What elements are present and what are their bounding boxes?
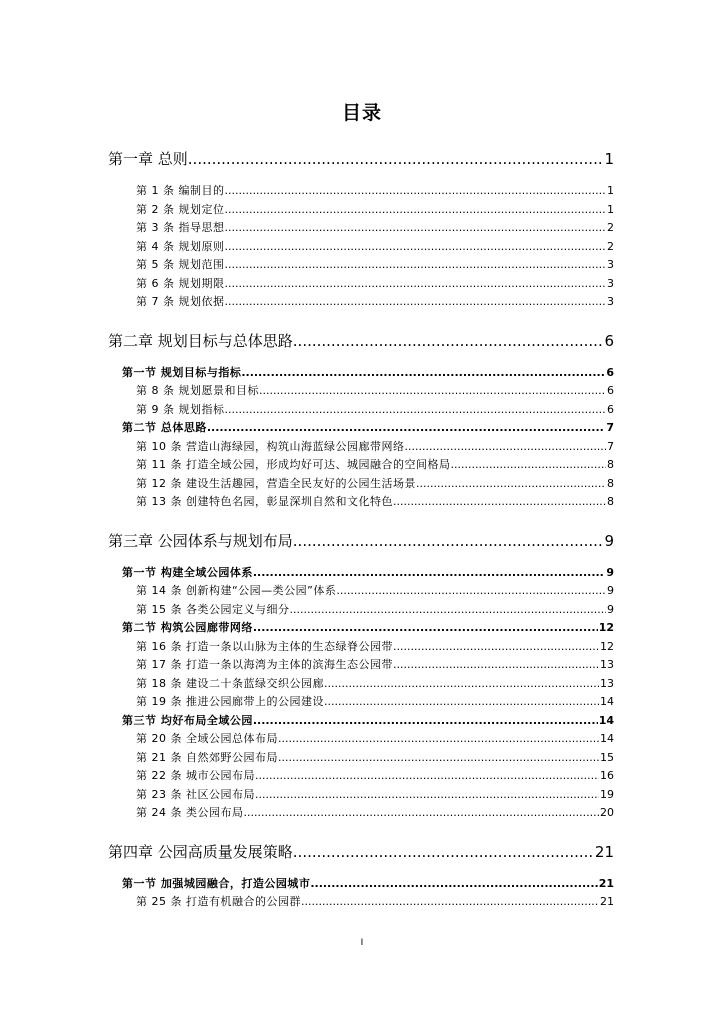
toc-entry-label: 第 15 条 各类公园定义与细分 xyxy=(136,602,290,616)
dot-leader xyxy=(293,841,594,863)
toc-entry-label: 第 23 条 社区公园布局 xyxy=(136,787,255,801)
toc-entry-page-number: 9 xyxy=(607,584,614,597)
dot-leader xyxy=(255,786,599,805)
dot-leader xyxy=(255,767,599,786)
toc-entry-page-number: 3 xyxy=(607,295,614,308)
toc-article-entry[interactable] xyxy=(108,767,614,786)
toc-entry-label: 第 7 条 规划依据 xyxy=(136,295,225,308)
toc-entry-label: 第一章 总则 xyxy=(108,150,188,168)
toc-entry-label: 第 11 条 打造全域公园，形成均好可达、城园融合的空间格局 xyxy=(136,458,451,471)
toc-article-entry[interactable] xyxy=(108,256,614,275)
toc-entry-label: 第二节 总体思路 xyxy=(122,421,207,434)
toc-entry-label: 第 25 条 打造有机融合的公园群 xyxy=(136,895,301,908)
dot-leader xyxy=(244,804,600,823)
toc-entry-page-number: 7 xyxy=(607,439,614,453)
dot-leader xyxy=(393,493,606,512)
dot-leader xyxy=(278,730,599,749)
toc-entry-label: 第 1 条 编制目的 xyxy=(136,184,225,197)
toc-article-entry[interactable] xyxy=(108,275,614,294)
toc-entry-label: 第 5 条 规划范围 xyxy=(136,258,225,271)
dot-leader xyxy=(253,712,598,731)
dot-leader xyxy=(310,875,597,894)
toc-entry-page-number: 6 xyxy=(604,331,614,350)
dot-leader xyxy=(225,256,607,275)
toc-article-entry[interactable] xyxy=(108,293,614,312)
dot-leader xyxy=(416,475,606,494)
toc-entry-label: 第 16 条 打造一条以山脉为主体的生态绿脊公园带 xyxy=(136,639,393,653)
dot-leader xyxy=(241,364,605,383)
toc-article-entry[interactable] xyxy=(108,493,614,512)
toc-section-entry[interactable] xyxy=(108,364,614,383)
toc-article-entry[interactable] xyxy=(108,401,614,420)
toc-entry-label: 第 13 条 创建特色名园，彰显深圳自然和文化特色 xyxy=(136,495,393,508)
toc-entry-label: 第一节 构建全域公园体系 xyxy=(122,565,253,579)
toc-entry-label: 第 8 条 规划愿景和目标 xyxy=(136,384,259,397)
toc-entry-page-number: 2 xyxy=(607,221,614,234)
toc-entry-page-number: 6 xyxy=(607,384,614,397)
toc-entry-label: 第四章 公园高质量发展策略 xyxy=(108,842,293,861)
toc-entry-label: 第 14 条 创新构建“公园—类公园”体系 xyxy=(136,584,337,597)
toc-article-entry[interactable] xyxy=(108,638,614,657)
toc-entry-label: 第 3 条 指导思想 xyxy=(136,221,225,234)
toc-entry-page-number: 9 xyxy=(607,602,614,616)
toc-entry-page-number: 8 xyxy=(607,495,614,508)
toc-entry-page-number: 12 xyxy=(598,621,614,634)
toc-chapter-entry[interactable] xyxy=(108,530,614,552)
toc-section-entry[interactable] xyxy=(108,564,614,583)
dot-leader xyxy=(188,148,604,170)
toc-entry-page-number: 16 xyxy=(600,769,614,782)
toc-section-entry[interactable] xyxy=(108,712,614,731)
dot-leader xyxy=(405,438,607,457)
toc-entry-page-number: 1 xyxy=(604,150,614,168)
toc-entry-label: 第三章 公园体系与规划布局 xyxy=(108,531,293,550)
toc-entry-label: 第 2 条 规划定位 xyxy=(136,202,225,216)
toc-entry-page-number: 13 xyxy=(600,658,614,671)
dot-leader xyxy=(259,382,606,401)
toc-entry-label: 第 24 条 类公园布局 xyxy=(136,806,244,819)
toc-entry-label: 第 10 条 营造山海绿园，构筑山海蓝绿公园廊带网络 xyxy=(136,439,405,453)
toc-article-entry[interactable] xyxy=(108,693,614,712)
toc-entry-label: 第一节 加强城园融合，打造公园城市 xyxy=(122,876,311,890)
dot-leader xyxy=(225,182,607,201)
dot-leader xyxy=(225,238,607,257)
dot-leader xyxy=(207,419,606,438)
toc-entry-page-number: 1 xyxy=(607,184,614,197)
page-number: I xyxy=(360,938,364,948)
toc-section-entry[interactable] xyxy=(108,875,614,894)
toc-entry-page-number: 21 xyxy=(600,895,614,908)
toc-article-entry[interactable] xyxy=(108,219,614,238)
dot-leader xyxy=(393,656,599,675)
toc-entry-page-number: 21 xyxy=(594,842,614,861)
toc-entry-page-number: 8 xyxy=(607,476,614,490)
toc-entry-label: 第 22 条 城市公园布局 xyxy=(136,769,255,782)
toc-entry-label: 第 19 条 推进公园廊带上的公园建设 xyxy=(136,695,324,708)
toc-entry-label: 第 17 条 打造一条以海湾为主体的滨海生态公园带 xyxy=(136,658,393,671)
toc-article-entry[interactable] xyxy=(108,730,614,749)
toc-entry-page-number: 21 xyxy=(598,876,614,890)
dot-leader xyxy=(293,530,604,552)
toc-entry-page-number: 14 xyxy=(600,695,614,708)
toc-entry-page-number: 3 xyxy=(607,276,614,290)
toc-article-entry[interactable] xyxy=(108,582,614,601)
dot-leader xyxy=(293,330,604,352)
dot-leader xyxy=(393,638,599,657)
toc-entry-label: 第 18 条 建设二十条蓝绿交织公园廊 xyxy=(136,676,324,690)
dot-leader xyxy=(225,275,607,294)
toc-entry-page-number: 3 xyxy=(607,258,614,271)
toc-entry-page-number: 20 xyxy=(600,806,614,819)
toc-entry-label: 第 12 条 建设生活趣园，营造全民友好的公园生活场景 xyxy=(136,476,416,490)
toc-chapter-entry[interactable] xyxy=(108,330,614,352)
dot-leader xyxy=(324,693,599,712)
toc-section-entry[interactable] xyxy=(108,619,614,638)
toc-entry-label: 第一节 规划目标与指标 xyxy=(122,365,242,379)
dot-leader xyxy=(225,293,607,312)
toc-article-entry[interactable] xyxy=(108,656,614,675)
toc-entry-label: 第二章 规划目标与总体思路 xyxy=(108,331,293,350)
dot-leader xyxy=(324,675,599,694)
dot-leader xyxy=(451,456,607,475)
dot-leader xyxy=(290,601,607,620)
dot-leader xyxy=(225,401,607,420)
toc-article-entry[interactable] xyxy=(108,182,614,201)
toc-entry-label: 第 9 条 规划指标 xyxy=(136,402,225,416)
toc-article-entry[interactable] xyxy=(108,786,614,805)
toc-article-entry[interactable] xyxy=(108,438,614,457)
toc-entry-page-number: 15 xyxy=(600,750,614,764)
dot-leader xyxy=(301,893,599,912)
toc-entry-label: 第 4 条 规划原则 xyxy=(136,239,225,253)
page-title: 目录 xyxy=(341,102,382,124)
toc-entry-page-number: 9 xyxy=(606,565,614,579)
toc-entry-page-number: 1 xyxy=(607,202,614,216)
toc-entry-label: 第 21 条 自然郊野公园布局 xyxy=(136,750,278,764)
toc-article-entry[interactable] xyxy=(108,601,614,620)
toc-chapter-entry[interactable] xyxy=(108,148,614,170)
toc-entry-label: 第 6 条 规划期限 xyxy=(136,276,225,290)
dot-leader xyxy=(336,582,606,601)
toc-article-entry[interactable] xyxy=(108,238,614,257)
table-of-contents xyxy=(108,142,614,912)
toc-chapter-entry[interactable] xyxy=(108,841,614,863)
toc-entry-label: 第二节 构筑公园廊带网络 xyxy=(122,621,253,634)
toc-entry-page-number: 19 xyxy=(600,787,614,801)
toc-entry-page-number: 8 xyxy=(607,458,614,471)
dot-leader xyxy=(253,619,598,638)
toc-entry-page-number: 14 xyxy=(600,732,614,745)
toc-entry-page-number: 14 xyxy=(598,713,614,727)
toc-entry-page-number: 7 xyxy=(606,421,614,434)
toc-article-entry[interactable] xyxy=(108,893,614,912)
toc-entry-label: 第三节 均好布局全域公园 xyxy=(122,713,253,727)
toc-entry-page-number: 6 xyxy=(606,365,614,379)
toc-article-entry[interactable] xyxy=(108,749,614,768)
dot-leader xyxy=(253,564,606,583)
toc-entry-label: 第 20 条 全域公园总体布局 xyxy=(136,732,278,745)
dot-leader xyxy=(225,219,607,238)
dot-leader xyxy=(278,749,599,768)
toc-entry-page-number: 6 xyxy=(607,402,614,416)
toc-entry-page-number: 9 xyxy=(604,531,614,550)
toc-entry-page-number: 13 xyxy=(600,676,614,690)
toc-entry-page-number: 2 xyxy=(607,239,614,253)
toc-article-entry[interactable] xyxy=(108,804,614,823)
toc-entry-page-number: 12 xyxy=(600,639,614,653)
toc-article-entry[interactable] xyxy=(108,675,614,694)
toc-article-entry[interactable] xyxy=(108,201,614,220)
toc-article-entry[interactable] xyxy=(108,382,614,401)
toc-article-entry[interactable] xyxy=(108,456,614,475)
toc-article-entry[interactable] xyxy=(108,475,614,494)
toc-section-entry[interactable] xyxy=(108,419,614,438)
dot-leader xyxy=(225,201,607,220)
